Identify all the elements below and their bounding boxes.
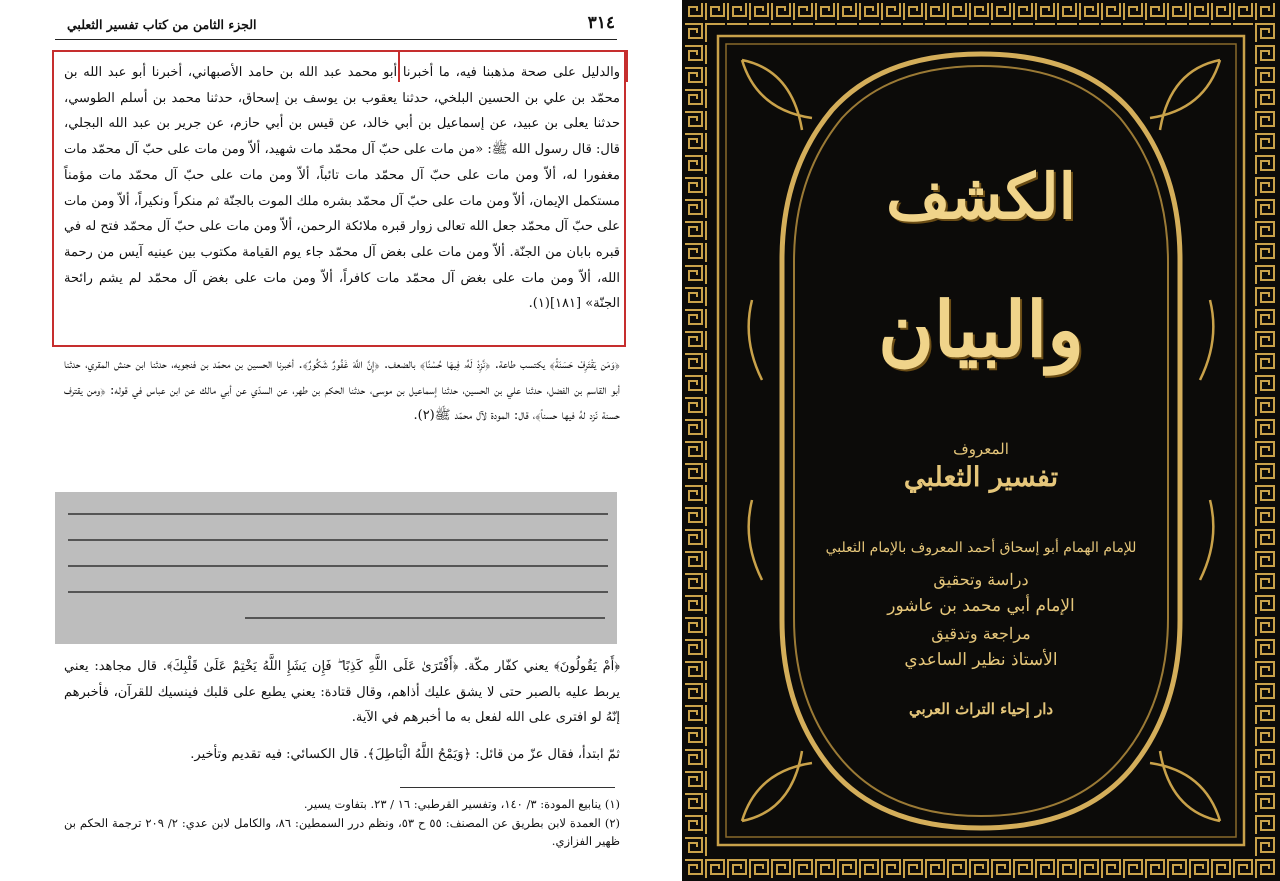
paragraph-hadith: والدليل على صحة مذهبنا فيه، ما أخبرنا أبو محمد عبد الله بن حامد الأصبهاني، أخبرنا أبو عبد الله بن محمّد بن علي بن الحسين البلخي، حدثنا يعقوب بن يوسف بن إسحاق، حدثنا محمد بن أسلم الطوسي، حدثنا يعلى بن عبيد، عن إسماعيل بن أبي خالد، عن قيس بن أبي حازم، عن جرير بن عبد الله البجلي، قال: قال رسول الله ﷺ: «من مات على حبّ آل محمّد مات شهيد، ألاّ ومن مات على حبّ آل محمّد مات مغفورا له، ألاّ ومن مات على حبّ آل محمّد مات تائباً، ألاّ ومن مات على حبّ آل محمّد مات مؤمناً مستكمل الإيمان، ألاّ ومن مات على حبّ آل محمّد بشره ملك الموت بالجنّة ثم منكراً ونكيراً، ألاّ ومن مات على حبّ آل محمّد جعل الله تعالى زوار قبره ملائكة الرحمن، ألاّ ومن مات على حبّ آل محمّد فتح له في قبره بابان من الجنّة. ألاّ ومن مات على بغض آل محمّد جاء يوم القيامة مكتوب بين عينيه آيس من رحمة الله، ألاّ ومن مات على بغض آل محمّد مات كافراً، ألاّ ومن مات على بغض آل محمّد لم يشم رائحة الجنّة» [١٨١](١). xyxy=(64,65,620,312)
cover-known-title: تفسير الثعلبي xyxy=(903,462,1059,493)
cover-review-label: مراجعة وتدقيق xyxy=(931,624,1031,643)
cover-study-label: دراسة وتحقيق xyxy=(933,570,1029,589)
footnote-separator xyxy=(400,787,615,788)
footnote-2: (٢) العمدة لابن بطريق عن المصنف: ٥٥ ح ٥٣، ونظم درر السمطين: ٨٦، والكامل لابن عدي: ٢/ ٢٠٩ ترجمة الحكم بن ظهير الفزازي. xyxy=(64,816,620,848)
cover-title-line2: والبيان xyxy=(878,285,1084,374)
footnote-1: (١) ينابيع المودة: ٣/ ١٤٠، وتفسير القرطبي: ١٦ / ٢٣. بتفاوت يسير. xyxy=(303,797,620,811)
cover-author: للإمام الهمام أبو إسحاق أحمد المعروف بالإمام الثعلبي xyxy=(825,540,1137,556)
cover-known-as: المعروف xyxy=(953,440,1009,458)
paragraph-tafsir-2: ﴿أَمْ يَقُولُونَ﴾ يعني كفّار مكّة. ﴿أَفْتَرَىٰ عَلَى اللَّهِ كَذِبًا ۖ فَإِن يَشَإِ اللَّهُ يَخْتِمْ عَلَىٰ قَلْبِكَ﴾. قال مجاهد: يعني يربط عليه بالصبر حتى لا يشق عليك أذاهم، وقال قتادة: يعني يطبع على قلبك فينسيك للقرآن، فأخبرهم إنّهُ لو افترى على الله لفعل به ما أخبرهم في الآية. xyxy=(64,659,620,726)
cover-reviewer: الأستاذ نظير الساعدي xyxy=(904,650,1058,670)
book-cover xyxy=(682,0,1280,881)
paragraph-tafsir-1: ﴿وَمَن يَقْتَرِفْ حَسَنَةً﴾ يكتسب طاعة. ﴿نَّزِدْ لَهُۥ فِيهَا حُسْنًا﴾ بالضعف. ﴿إِنَّ اللَّهَ غَفُورٌ شَكُورٌ﴾. أخبرنا الحسين بن محمّد بن فنجويه، حدثنا ابن حنش المقري، حدثنا أبو القاسم بن الفضل، حدثنا علي بن الحسين، حدثنا إسماعيل بن موسى، حدثنا الحكم بن طهر، عن السدّي عن أبي مالك عن ابن عباس في قوله: ﴿ومن يقترف حسنة نّزد لهُ فيها حسناً﴾، قال: المودة لآل محمّد ﷺ(٢). xyxy=(64,357,620,424)
paragraph-tafsir-3: ثمّ ابتدأ، فقال عزّ من قائل: ﴿وَيَمْحُ اللَّهُ الْبَاطِلَ﴾. قال الكسائي: فيه تقديم وتأخير. xyxy=(190,747,620,762)
cover-publisher: دار إحياء التراث العربي xyxy=(908,700,1054,718)
quran-text-block xyxy=(55,492,617,644)
cover-title-line1: الكشف xyxy=(886,160,1076,233)
cover-editor: الإمام أبي محمد بن عاشور xyxy=(887,596,1075,616)
page-header xyxy=(55,13,617,40)
running-title: الجزء الثامن من كتاب تفسير الثعلبي xyxy=(67,17,257,32)
highlight-box-top xyxy=(398,50,628,82)
highlight-box xyxy=(52,50,626,347)
page-number: ٣١٤ xyxy=(587,13,615,33)
